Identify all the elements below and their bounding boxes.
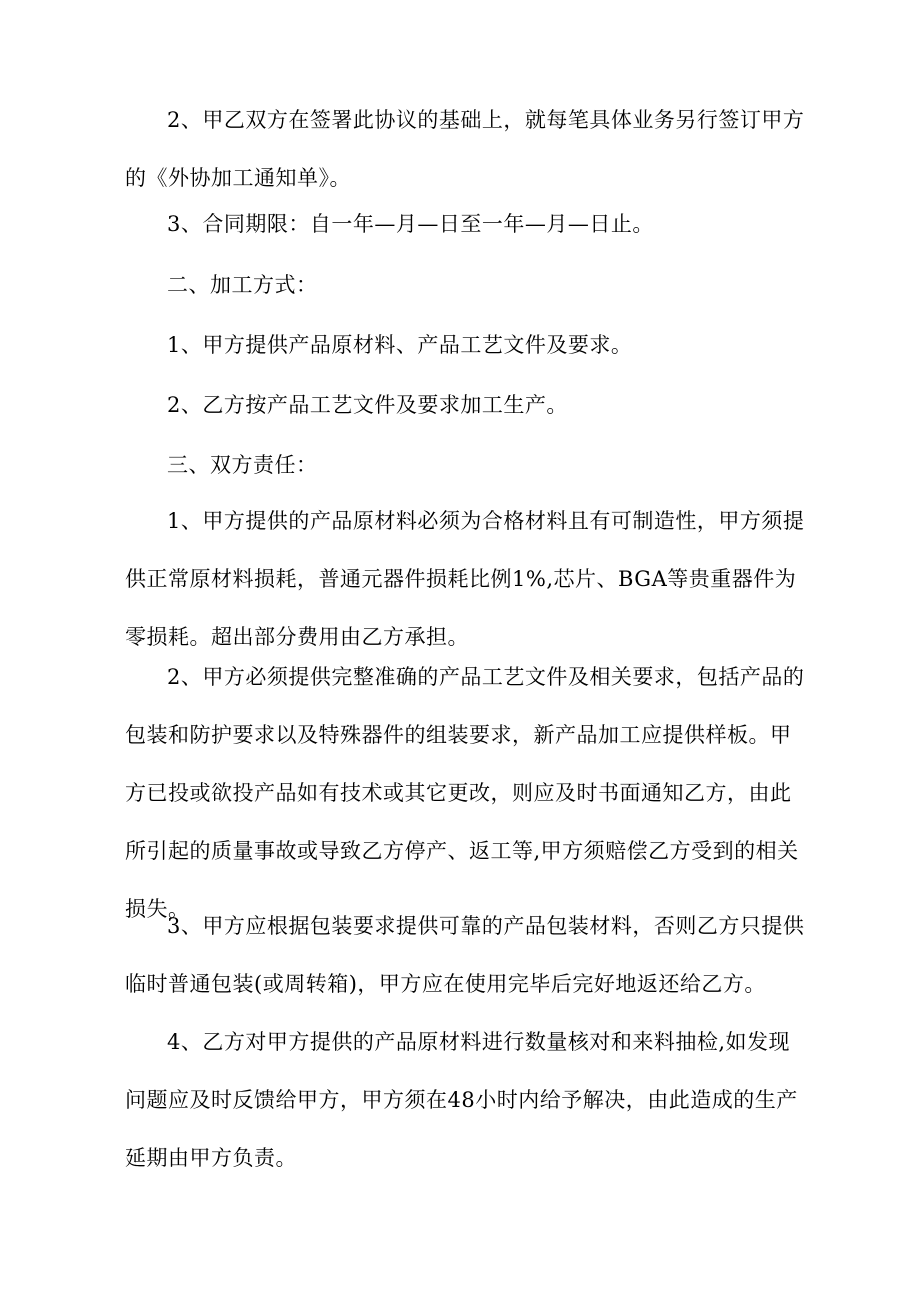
clause-2-sign-notice: 2、甲乙双方在签署此协议的基础上，就每笔具体业务另行签订甲方的《外协加工通知单》。 (125, 108, 805, 190)
section-heading-processing: 二、加工方式： (167, 273, 318, 297)
duty-item-3-packaging: 3、甲方应根据包装要求提供可靠的产品包装材料，否则乙方只提供临时普通包装(或周转箱)，甲方应在使用完毕后完好地返还给乙方。 (125, 914, 805, 996)
clause-3-contract-term: 3、合同期限：自一年—月—日至一年—月—日止。 (167, 212, 654, 236)
duty-item-4-inspection: 4、乙方对甲方提供的产品原材料进行数量核对和来料抽检,如发现问题应及时反馈给甲方，甲方须在48小时内给予解决，由此造成的生产延期由甲方负责。 (125, 1030, 798, 1170)
processing-item-2: 2、乙方按产品工艺文件及要求加工生产。 (167, 393, 568, 417)
section-heading-duties: 三、双方责任： (167, 453, 318, 477)
duty-item-2-process-docs: 2、甲方必须提供完整准确的产品工艺文件及相关要求，包括产品的包装和防护要求以及特殊器件的组装要求，新产品加工应提供样板。甲方已投或欲投产品如有技术或其它更改，则应及时书面通知乙方，由此所引起的质量事故或导致乙方停产、返工等,甲方须赔偿乙方受到的相关损失。 (125, 665, 805, 921)
duty-item-1-materials: 1、甲方提供的产品原材料必须为合格材料且有可制造性，甲方须提供正常原材料损耗，普通元器件损耗比例1%,芯片、BGA等贵重器件为零损耗。超出部分费用由乙方承担。 (125, 509, 805, 649)
processing-item-1: 1、甲方提供产品原材料、产品工艺文件及要求。 (167, 333, 633, 357)
